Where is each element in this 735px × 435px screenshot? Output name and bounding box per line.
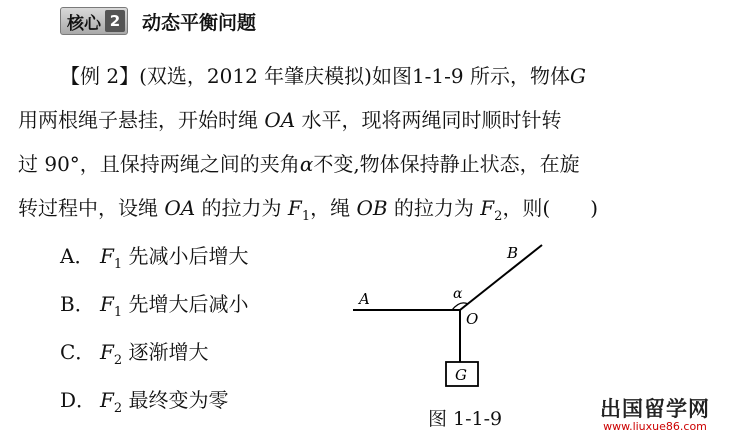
watermark-url: www.liuxue86.com: [603, 420, 707, 433]
figure-caption: 图 1-1-9: [428, 408, 503, 430]
problem-line-4: 转过程中，设绳 OA 的拉力为 $F_1$，绳 OB 的拉力为 $F_2$，则( ): [18, 196, 599, 224]
var-ob: OB: [356, 196, 388, 220]
badge-label: 核心: [67, 13, 101, 34]
site-watermark: [585, 398, 725, 434]
label-alpha: α: [453, 286, 463, 302]
answer-options: [60, 238, 249, 430]
label-a: A: [359, 290, 370, 308]
badge-number: 2: [105, 10, 125, 32]
problem-line-3: 过 90°，且保持两绳之间的夹角α不变,物体保持静止状态，在旋: [18, 152, 580, 176]
option-a[interactable]: A． $F_1$ 先减小后增大: [60, 244, 249, 272]
option-b[interactable]: B． $F_1$ 先增大后减小: [60, 292, 249, 320]
problem-line-1: 【例 2】(双选，2012 年肇庆模拟)如图1-1-9 所示，物体G: [60, 64, 586, 88]
var-alpha: α: [299, 152, 314, 176]
core-badge: [60, 7, 128, 35]
section-title: 动态平衡问题: [142, 11, 257, 34]
label-o: O: [466, 310, 479, 328]
problem-statement: [18, 54, 718, 230]
section-header: [60, 6, 256, 36]
label-g: G: [455, 366, 467, 384]
example-tag: 【例 2】: [60, 64, 140, 88]
rope-diagram: [345, 240, 560, 390]
watermark-cn: 出国留学网: [600, 397, 710, 421]
var-g: G: [570, 64, 586, 88]
problem-line-2: 用两根绳子悬挂，开始时绳 OA 水平，现将两绳同时顺时针转: [18, 108, 562, 132]
label-b: B: [507, 244, 519, 262]
var-oa: OA: [264, 108, 296, 132]
rope-ob: [460, 245, 542, 310]
option-c[interactable]: C． $F_2$ 逐渐增大: [60, 340, 209, 368]
option-d[interactable]: D． $F_2$ 最终变为零: [60, 388, 229, 416]
